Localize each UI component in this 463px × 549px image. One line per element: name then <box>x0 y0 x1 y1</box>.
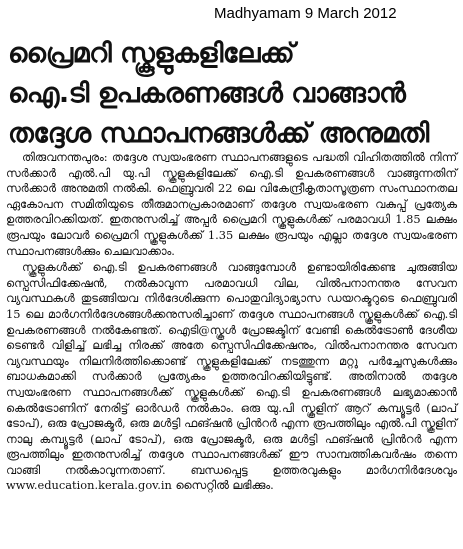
headline-line-1: പ്രൈമറി സ്കൂളുകളിലേക്ക് <box>8 38 295 69</box>
article-body <box>6 150 457 494</box>
headline-line-2: ഐ.ടി ഉപകരണങ്ങൾ വാങ്ങാൻ <box>8 78 406 109</box>
headline-line-3: തദ്ദേശ സ്ഥാപനങ്ങൾക്ക് അനുമതി <box>8 118 429 149</box>
headline <box>8 34 458 154</box>
article-paragraph-2: സ്കൂളുകൾക്ക് ഐ.ടി ഉപകരണങ്ങൾ വാങ്ങുമ്പോൾ ഉണ്ടായിരിക്കേണ്ട ചുരുങ്ങിയ സ്പെസിഫിക്കേഷൻ, നൽകാവുന്ന പരമാവധി വില, വിൽപനാനന്തര സേവന വ്യവസ്ഥകൾ തുടങ്ങിയവ നിർദേശിക്കുന്ന പൊതുവിദ്യാഭ്യാസ ഡയറക്ടറുടെ ഫെബ്രുവരി 15 ലെ മാർഗനിർദേശങ്ങൾക്കനുസരിച്ചാണ് തദ്ദേശ സ്ഥാപനങ്ങൾ സ്കൂളുകൾക്ക് ഐ.ടി ഉപകരണങ്ങൾ നൽകേണ്ടത്. ഐടി@സ്കൂൾ പ്രോജക്ടിന് വേണ്ടി കെൽട്രോൺ ദേശീയ ടെണ്ടർ വിളിച്ച് ലഭിച്ച നിരക്ക് അതേ സ്പെസിഫിക്കേഷനും, വിൽപനാനന്തര സേവന വ്യവസ്ഥയും നിലനിർത്തിക്കൊണ്ട് സ്കൂളുകളിലേക്ക് നടത്തുന്ന മറ്റു പർച്ചേസുകൾക്കും ബാധകമാക്കി സർക്കാർ പ്രത്യേകം ഉത്തരവിറക്കിയിട്ടുണ്ട്. അതിനാൽ തദ്ദേശ സ്വയംഭരണ സ്ഥാപനങ്ങൾക്ക് സ്കൂളുകൾക്ക് ഐ.ടി ഉപകരണങ്ങൾ ലഭ്യമാക്കാൻ കെൽട്രോണിന് നേരിട്ട് ഓർഡർ നൽകാം. ഒരു യു.പി സ്കൂളിന് ആറ് കമ്പ്യൂട്ടർ (ലാപ് ടോപ്), ഒരു പ്രോജക്ടർ, ഒരു മൾട്ടി ഫങ്ഷൻ പ്രിൻറർ എന്ന രൂപത്തിലും എൽ.പി സ്കൂളിന് നാലു കമ്പ്യൂട്ടർ (ലാപ് ടോപ്), ഒരു പ്രോജക്ടർ, ഒരു മൾട്ടി ഫങ്ഷൻ പ്രിൻറർ എന്ന രൂപത്തിലും ഇതനുസരിച്ച് തദ്ദേശ സ്ഥാപനങ്ങൾക്ക് ഈ സാമ്പത്തികവർഷം തന്നെ വാങ്ങി നൽകാവുന്നതാണ്. ബന്ധപ്പെട്ട ഉത്തരവുകളും മാർഗനിർദേശവും www.education.kerala.gov.in സൈറ്റിൽ ലഭിക്കും. <box>6 260 457 493</box>
article-paragraph-1: തിരുവനന്തപുരം: തദ്ദേശ സ്വയംഭരണ സ്ഥാപനങ്ങളുടെ പദ്ധതി വിഹിതത്തിൽ നിന്ന് സർക്കാർ എൽ.പി യു.പി സ്കൂളുകളിലേക്ക് ഐ.ടി ഉപകരണങ്ങൾ വാങ്ങുന്നതിന് സർക്കാർ അനുമതി നൽകി. ഫെബ്രുവരി 22 ലെ വികേന്ദ്രീകൃതാസൂത്രണ സംസ്ഥാനതല ഏകോപന സമിതിയുടെ തീരുമാനപ്രകാരമാണ് തദ്ദേശ സ്വയംഭരണ വകുപ്പ് പ്രത്യേക ഉത്തരവിറക്കിയത്. ഇതനുസരിച്ച് അപ്പർ പ്രൈമറി സ്കൂളുകൾക്ക് പരമാവധി 1.85 ലക്ഷം രൂപയും ലോവർ പ്രൈമറി സ്കൂളുകൾക്ക് 1.35 ലക്ഷം രൂപയും എല്ലാ തദ്ദേശ സ്വയംഭരണ സ്ഥാപനങ്ങൾക്കും ചെലവാക്കാം. <box>6 150 457 258</box>
source-caption: Madhyamam 9 March 2012 <box>214 5 397 22</box>
